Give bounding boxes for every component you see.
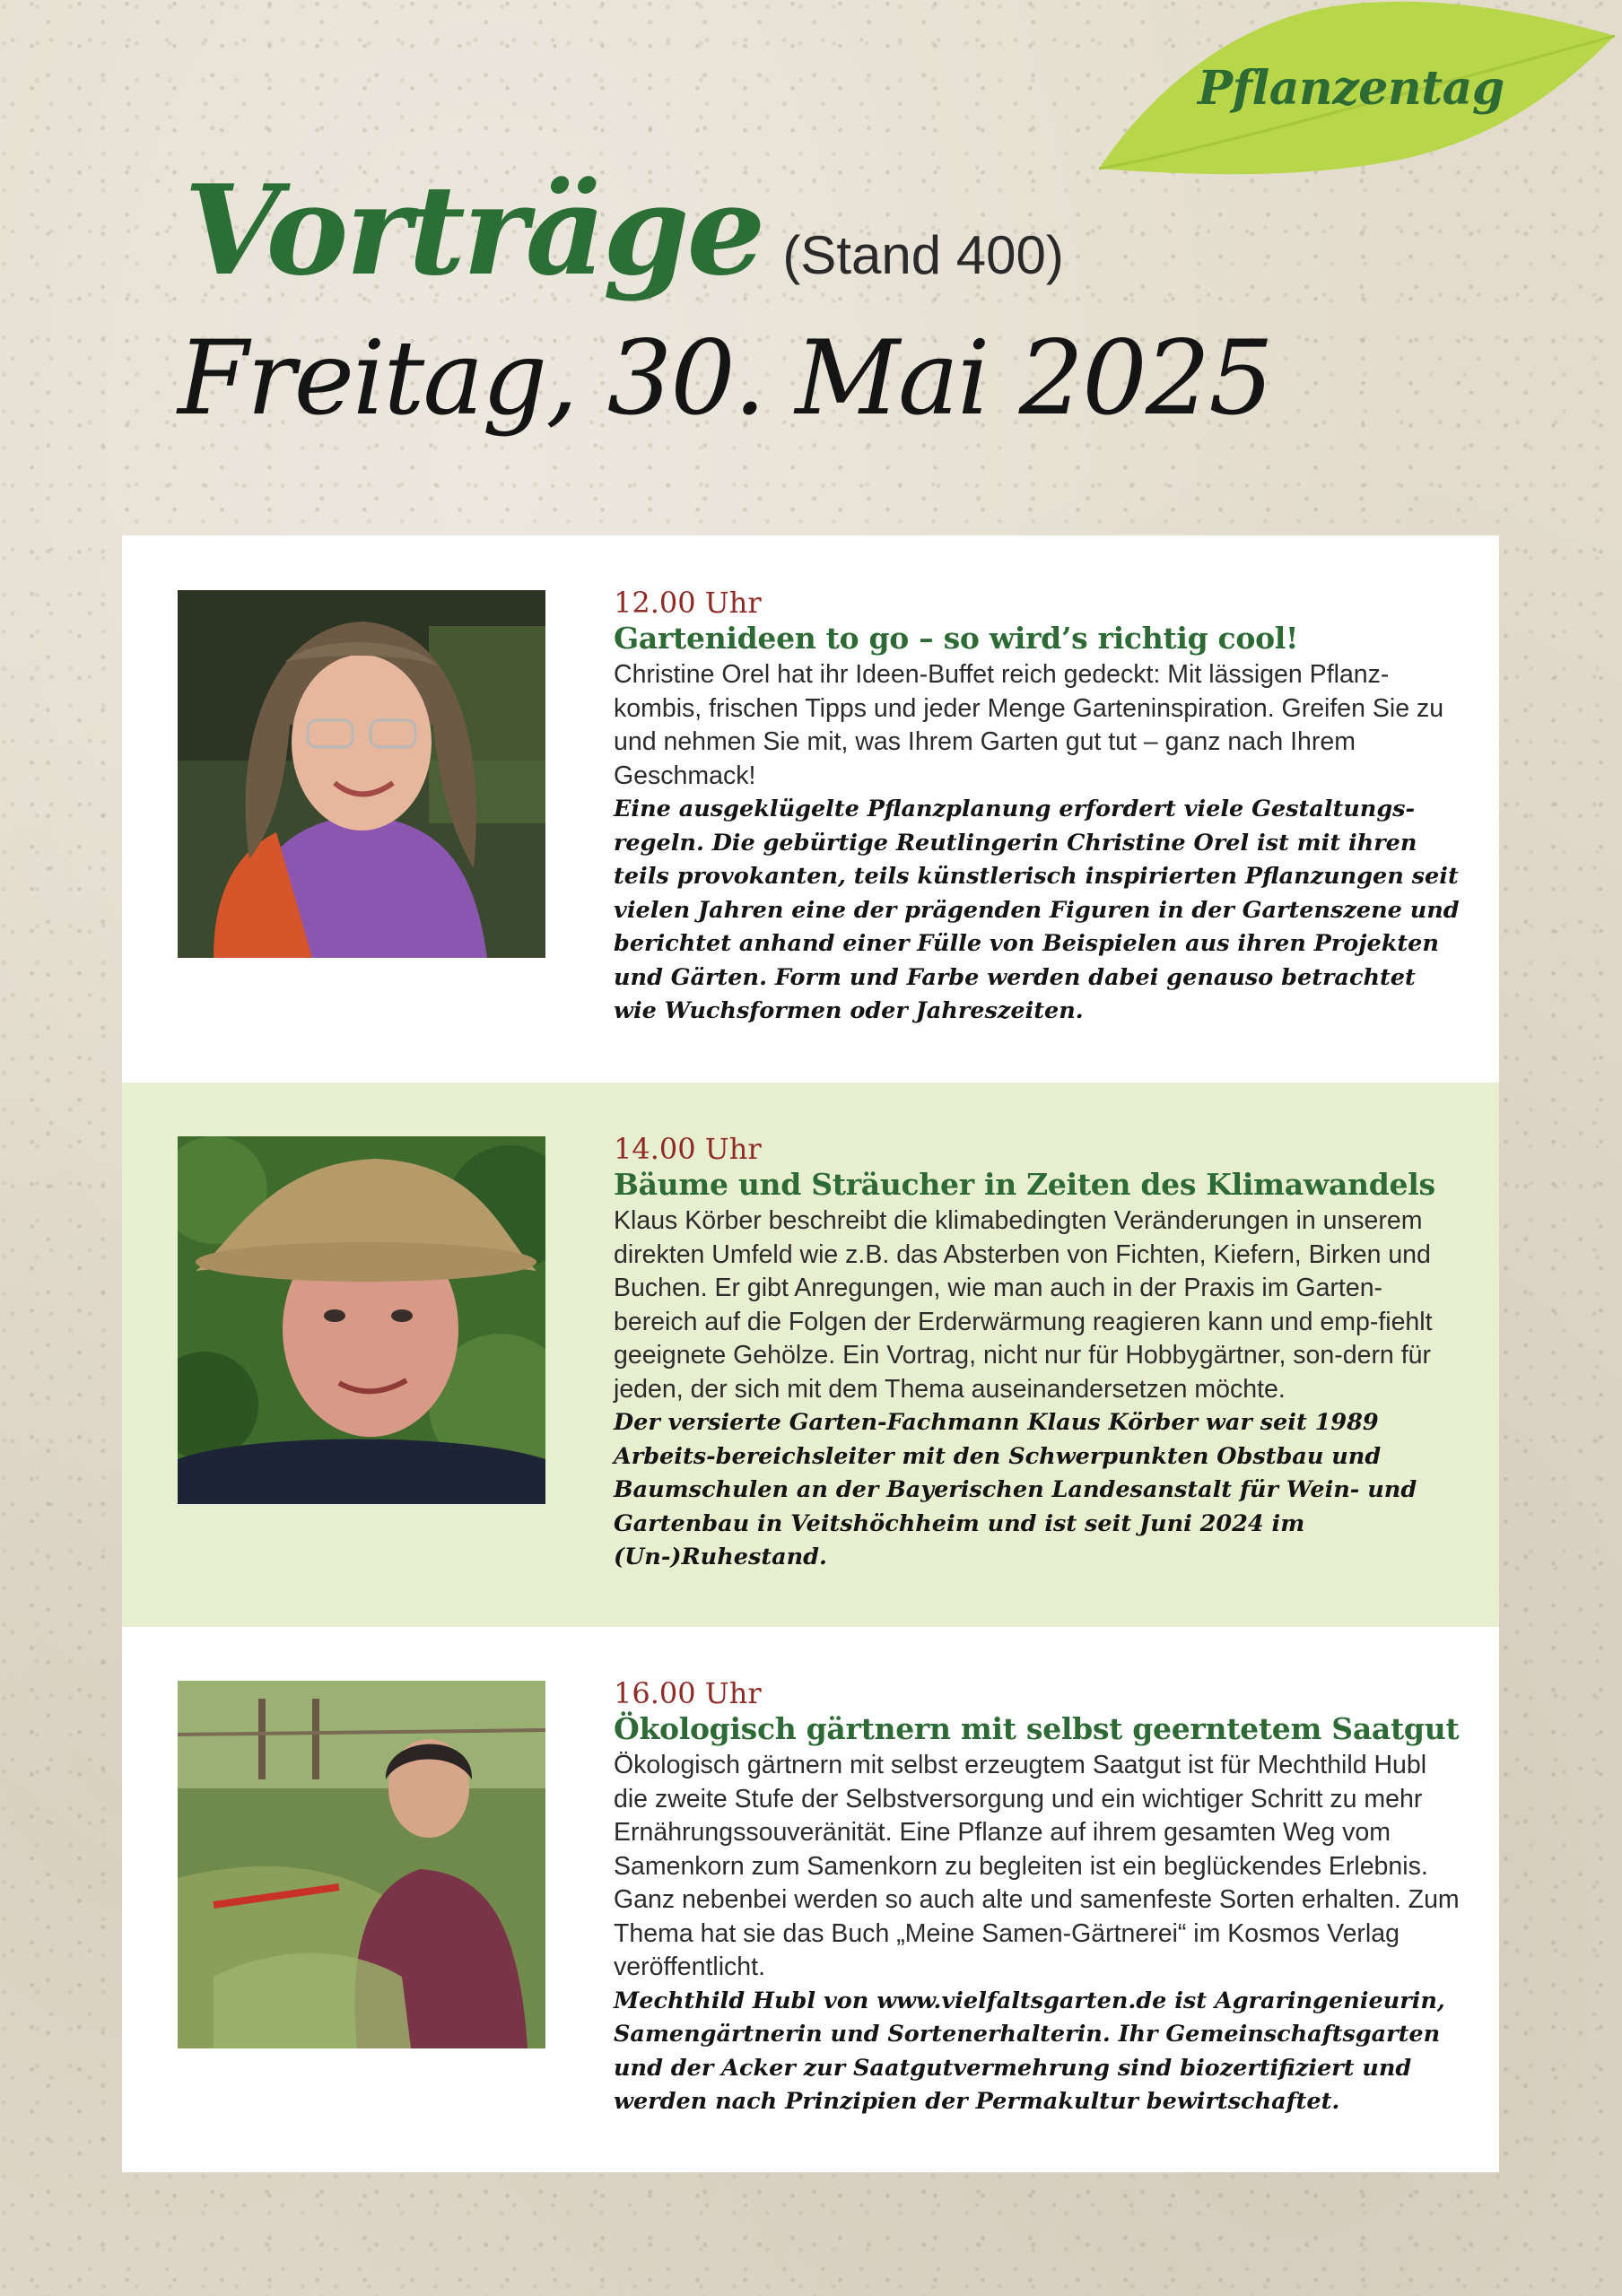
event-time: 12.00 Uhr <box>614 586 762 620</box>
speaker-bio: Eine ausgeklügelte Pflanzplanung erfordert viele Gestaltungs-regeln. Die gebürtige Reutlingerin Christine Orel ist mit ihren teils provokanten, teils künstlerisch inspirierten Pflanzungen seit vielen Jahren eine der prägenden Figuren in der Gartenszene und berichtet anhand einer Fülle von Beispielen aus ihren Projekten und Gärten. Form und Farbe werden dabei genauso betrachtet wie Wuchsformen oder Jahreszeiten. <box>614 796 1460 1025</box>
header <box>184 157 1064 303</box>
event-description: Klaus Körber beschreibt die klimabedingten Veränderungen in unserem direkten Umfeld wie z.B. das Absterben von Fichten, Kiefern, Birken und Buchen. Er gibt Anregungen, wie man auch in der Praxis im Garten-bereich auf die Folgen der Erderwärmung reagieren kann und emp-fiehlt geeignete Gehölze. Ein Vortrag, nicht nur für Hobbygärtner, son-dern für jeden, der sich mit dem Thema auseinandersetzen möchte. <box>614 1206 1433 1404</box>
event-description: Christine Orel hat ihr Ideen-Buffet reich gedeckt: Mit lässigen Pflanz-kombis, frischen Tipps und jeder Menge Garteninspiration. Greifen Sie zu und nehmen Sie mit, was Ihrem Garten gut tut – ganz nach Ihrem Geschmack! <box>614 660 1444 790</box>
events-list <box>122 535 1499 2172</box>
event-text <box>614 1676 1466 2119</box>
badge-label: Pflanzentag <box>1198 61 1504 116</box>
event-date: Freitag, 30. Mai 2025 <box>178 318 1272 438</box>
speaker-bio: Der versierte Garten-Fachmann Klaus Körber war seit 1989 Arbeits-bereichsleiter mit den Schwerpunkten Obstbau und Baumschulen an der Bayerischen Landesanstalt für Wein- und Gartenbau in Veitshöchheim und ist seit Juni 2024 im (Un-)Ruhestand. <box>614 1409 1417 1571</box>
event-text <box>614 1132 1466 1575</box>
speaker-photo <box>178 590 545 958</box>
event-title: Gartenideen to go – so wird’s richtig cool! <box>614 621 1299 657</box>
page-title: Vorträge <box>184 157 763 303</box>
portrait-image <box>178 590 545 958</box>
event-text <box>614 586 1466 1029</box>
stand-label: (Stand 400) <box>782 225 1064 285</box>
event-time: 14.00 Uhr <box>614 1132 762 1166</box>
event-item <box>122 1627 1499 2172</box>
speaker-photo <box>178 1136 545 1504</box>
event-item <box>122 535 1499 1083</box>
portrait-image <box>178 1136 545 1504</box>
event-title: Bäume und Sträucher in Zeiten des Klimawandels <box>614 1167 1435 1203</box>
event-title: Ökologisch gärtnern mit selbst geerntetem Saatgut <box>614 1711 1460 1747</box>
event-time: 16.00 Uhr <box>614 1676 762 1710</box>
event-description: Ökologisch gärtnern mit selbst erzeugtem Saatgut ist für Mechthild Hubl die zweite Stufe der Selbstversorgung und ein wichtiger Schritt zu mehr Ernährungssouveränität. Eine Pflanze auf ihrem gesamten Weg vom Samenkorn zum Samenkorn zu begleiten ist ein beglückendes Erlebnis. Ganz nebenbei werden so auch alte und samenfeste Sorten erhalten. Zum Thema hat sie das Buch „Meine Samen-Gärtnerei“ im Kosmos Verlag veröffentlicht. <box>614 1751 1460 1982</box>
speaker-photo <box>178 1681 545 2048</box>
event-item <box>122 1083 1499 1627</box>
speaker-bio: Mechthild Hubl von www.vielfaltsgarten.de ist Agraringenieurin, Samengärtnerin und Sortenerhalterin. Ihr Gemeinschaftsgarten und der Acker zur Saatgutvermehrung sind biozertifiziert und werden nach Prinzipien der Permakultur bewirtschaftet. <box>614 1987 1445 2116</box>
portrait-image <box>178 1681 545 2048</box>
